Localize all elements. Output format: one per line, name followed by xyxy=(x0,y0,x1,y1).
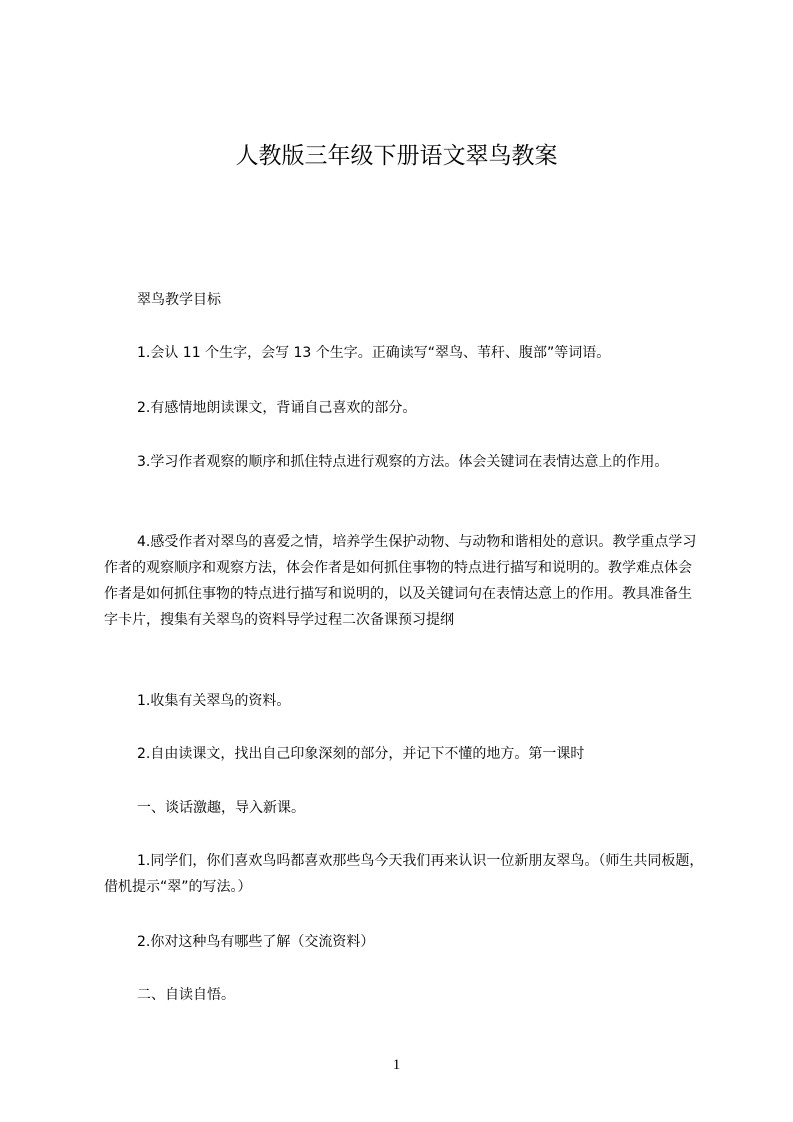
paragraph-objective-2: 2.有感情地朗读课文，背诵自己喜欢的部分。 xyxy=(137,400,417,416)
page-number: 1 xyxy=(392,1057,401,1073)
paragraph-intro-1: 1.同学们，你们喜欢鸟吗都喜欢那些鸟今天我们再来认识一位新朋友翠鸟。（师生共同板题，借机提示“翠”的写法。） xyxy=(104,853,704,895)
paragraph-intro-2: 2.你对这种鸟有哪些了解（交流资料） xyxy=(137,934,375,950)
section-heading-intro: 一、谈话激趣，导入新课。 xyxy=(137,800,305,816)
document-title: 人教版三年级下册语文翠鸟教案 xyxy=(235,143,558,169)
paragraph-objectives-heading: 翠鸟教学目标 xyxy=(137,292,221,308)
paragraph-preview-1: 1.收集有关翠鸟的资料。 xyxy=(137,693,291,709)
paragraph-objective-3: 3.学习作者观察的顺序和抓住特点进行观察的方法。体会关键词在表情达意上的作用。 xyxy=(137,454,669,470)
paragraph-preview-2: 2.自由读课文，找出自己印象深刻的部分，并记下不懂的地方。第一课时 xyxy=(137,746,585,762)
paragraph-objective-1: 1.会认 11 个生字，会写 13 个生字。正确读写“翠鸟、苇秆、腹部”等词语。 xyxy=(137,345,611,361)
section-heading-self-study: 二、自读自悟。 xyxy=(137,987,235,1003)
paragraph-objective-4: 4.感受作者对翠鸟的喜爱之情，培养学生保护动物、与动物和谐相处的意识。教学重点学习作者的观察顺序和观察方法，体会作者是如何抓住事物的特点进行描写和说明的。教学难点体会作者是如何抓住事物的特点进行描写和说明的，以及关键词句在表情达意上的作用。教具准备生字卡片，搜集有关翠鸟的资料导学过程二次备课预习提纲 xyxy=(104,534,697,628)
